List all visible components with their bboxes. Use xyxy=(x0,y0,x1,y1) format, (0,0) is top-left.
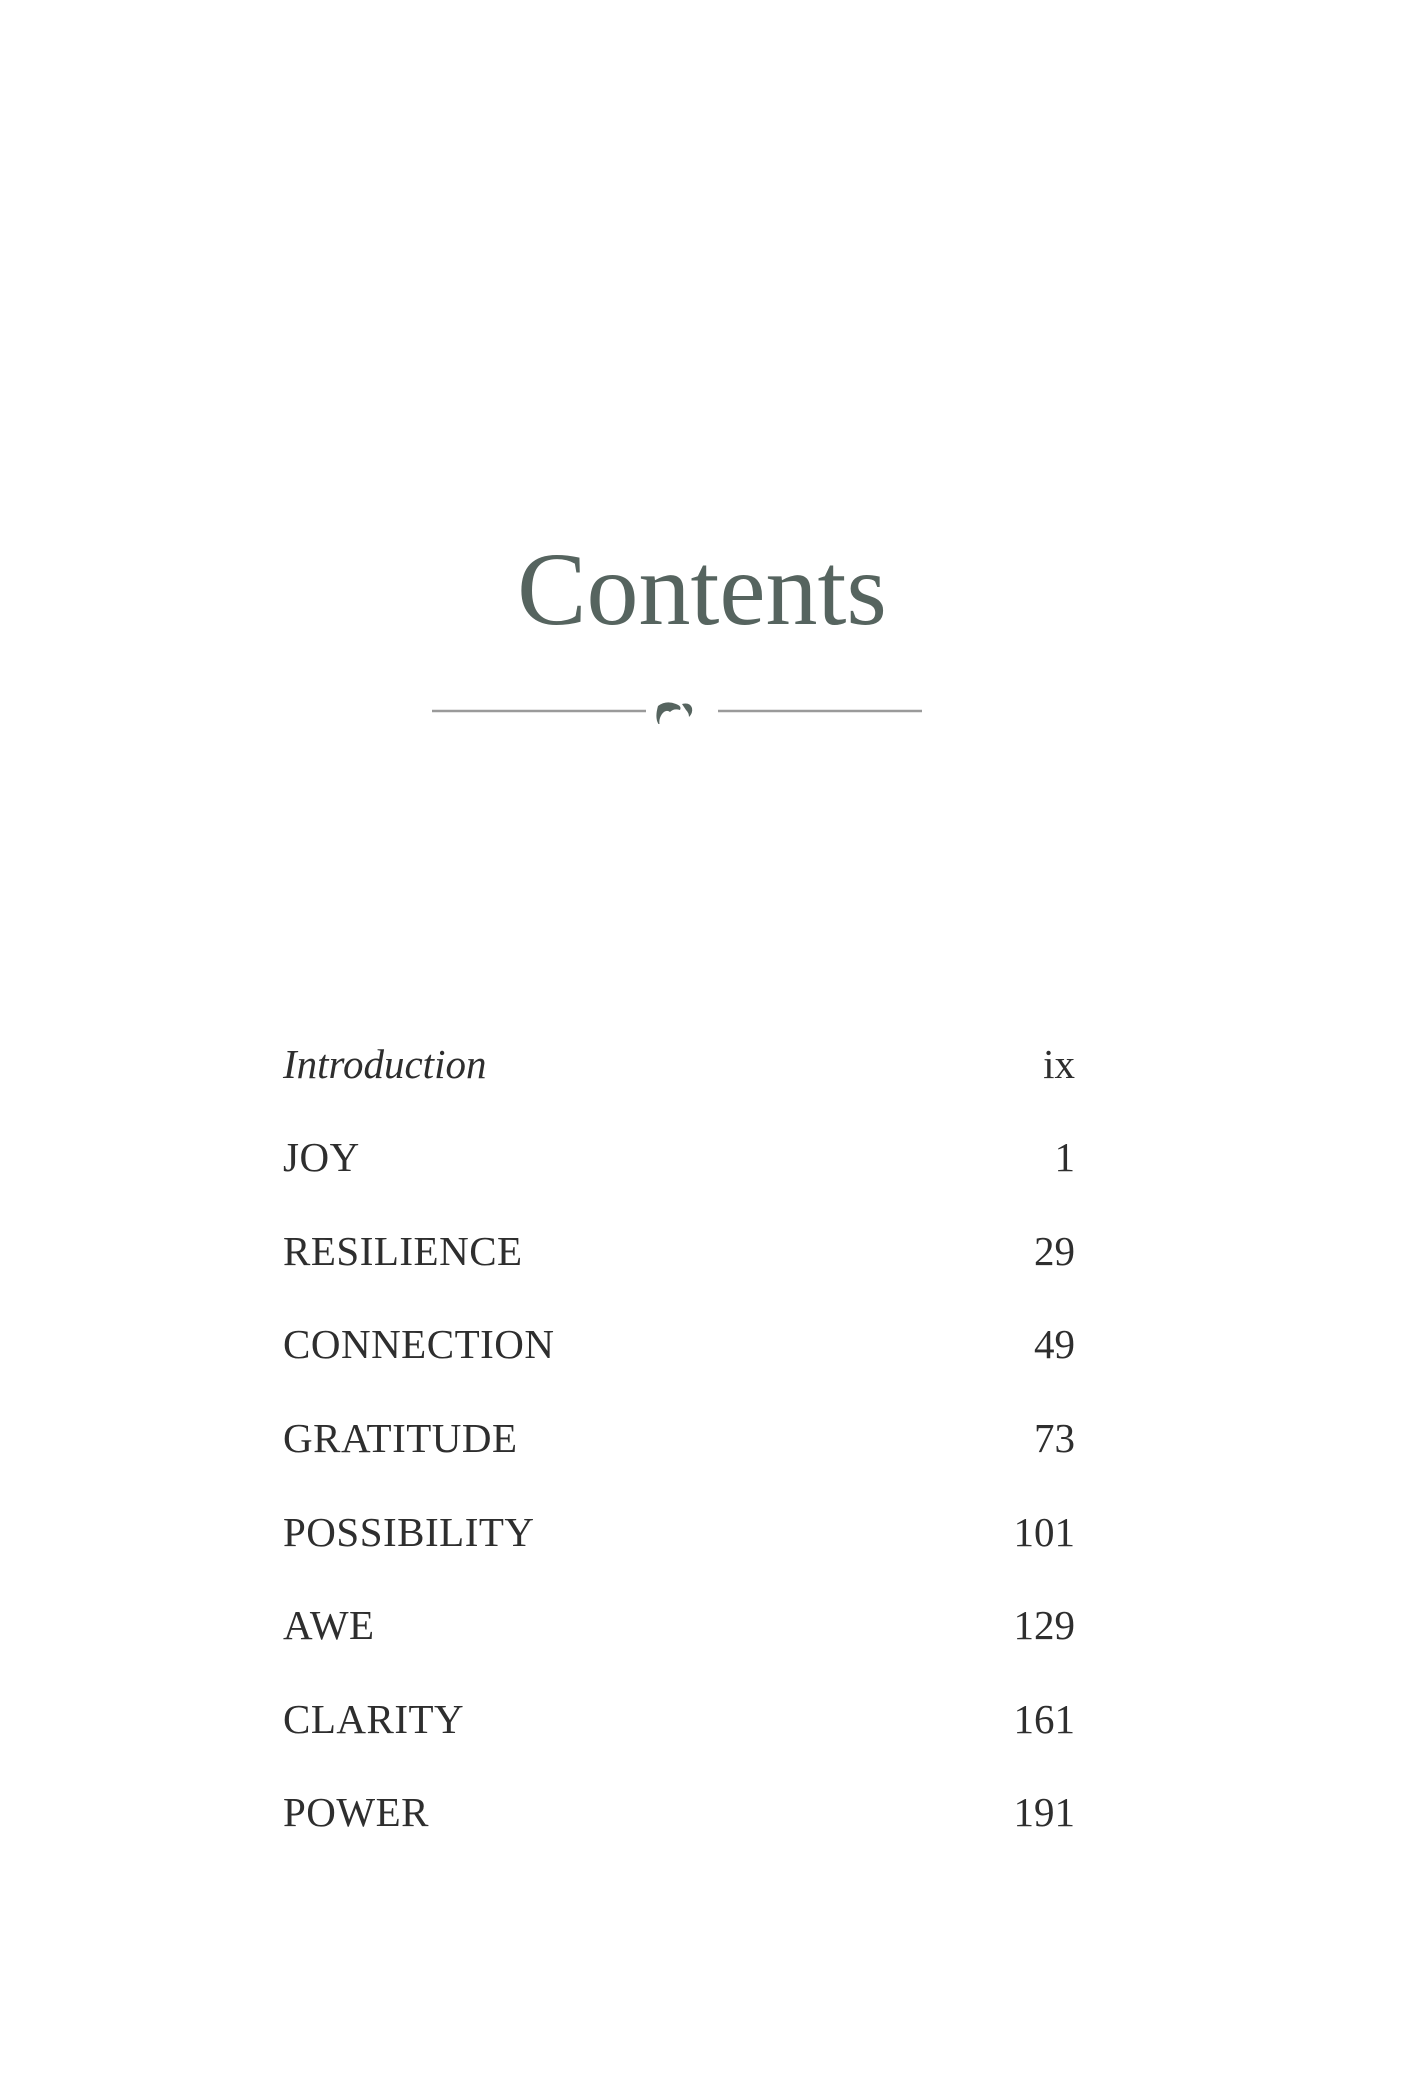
toc-entry-page: 129 xyxy=(1013,1602,1075,1648)
toc-entry-page: 1 xyxy=(1054,1134,1075,1180)
leaf-flourish-icon xyxy=(656,702,692,724)
toc-entry-page: 101 xyxy=(1013,1509,1075,1555)
toc-entry-page: 29 xyxy=(1034,1228,1075,1274)
toc-entry-page: 73 xyxy=(1034,1415,1075,1461)
toc-entry-page: 191 xyxy=(1013,1789,1075,1835)
toc-entry-label: POWER xyxy=(283,1789,429,1835)
toc-entry[interactable] xyxy=(283,1133,1075,1193)
toc-entry-label: Introduction xyxy=(283,1041,487,1087)
toc-entry-label: CONNECTION xyxy=(283,1321,555,1367)
toc-entry-page: 161 xyxy=(1013,1696,1075,1742)
toc-entry-label: AWE xyxy=(283,1602,375,1648)
toc-entry-label: POSSIBILITY xyxy=(283,1509,535,1555)
page-title: Contents xyxy=(517,532,887,647)
toc-entry[interactable] xyxy=(283,1227,1075,1287)
ornamental-divider xyxy=(432,700,922,724)
toc-entry-page: 49 xyxy=(1034,1321,1075,1367)
toc-entry-label: CLARITY xyxy=(283,1696,465,1742)
toc-entry[interactable] xyxy=(283,1508,1075,1568)
toc-entry-label: GRATITUDE xyxy=(283,1415,518,1461)
toc-entry[interactable] xyxy=(283,1695,1075,1755)
toc-entry-introduction[interactable] xyxy=(283,1040,1075,1100)
toc-entry-label: RESILIENCE xyxy=(283,1228,523,1274)
toc-entry[interactable] xyxy=(283,1320,1075,1380)
toc-entry-label: JOY xyxy=(283,1134,360,1180)
toc-entry[interactable] xyxy=(283,1788,1075,1848)
toc-entry[interactable] xyxy=(283,1414,1075,1474)
toc-entry-page: ix xyxy=(1043,1041,1075,1087)
toc-entry[interactable] xyxy=(283,1601,1075,1661)
